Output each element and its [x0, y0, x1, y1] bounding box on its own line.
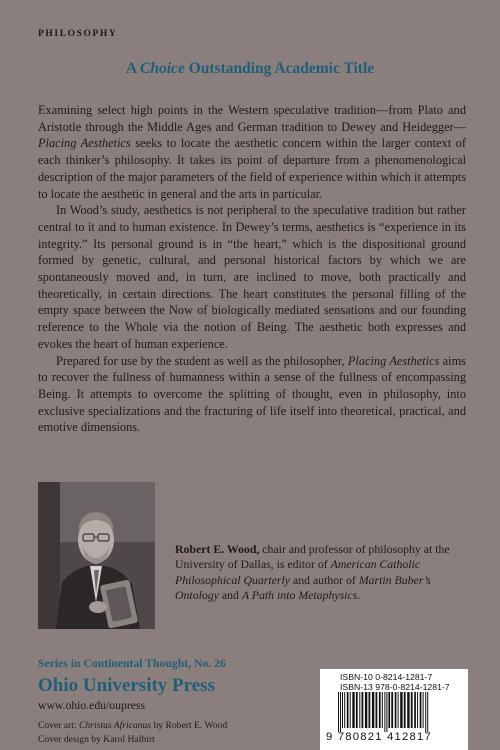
text-run: aims to recover the fullness of humanness within a sense of the fullness of encompassing Being. It attempts to overcome the splitting of thought, even in philosophy, into exclusive specializations and the fracturing of life itself into theoretical, practical, and emotive dimensions. [38, 353, 466, 435]
barcode-bar [362, 692, 364, 728]
text-run: Prepared for use by the student as well as the philosopher, [56, 353, 348, 368]
barcode-bar [338, 692, 339, 732]
barcode-image [338, 692, 456, 732]
barcode-bar [417, 692, 418, 728]
barcode-bar [352, 692, 354, 728]
cover-art-credit [38, 720, 227, 731]
barcode-bar [400, 692, 402, 728]
barcode-bar [342, 692, 343, 728]
barcode-bar [344, 692, 345, 728]
barcode-bar [382, 692, 383, 728]
barcode-bar [398, 692, 399, 728]
text-run: Cover art: [38, 720, 80, 731]
barcode-bar [386, 692, 387, 732]
text-run: chair and professor of philosophy at the University of Dallas, is editor of [175, 542, 450, 572]
barcode-bar [388, 692, 390, 728]
author-photo [38, 482, 155, 629]
text-run: Placing Aesthetics [347, 353, 440, 368]
description-paragraph [38, 202, 466, 352]
barcode-bar [359, 692, 360, 728]
author-bio [175, 542, 467, 603]
award-heading: A Choice Outstanding Academic Title [125, 60, 375, 77]
barcode-bar [391, 692, 393, 728]
publisher-url[interactable]: www.ohio.edu/oupress [38, 699, 146, 712]
barcode-bar [379, 692, 381, 728]
barcode-bar [365, 692, 367, 728]
text-run: In Wood’s study, aesthetics is not peripheral to the speculative tradition but rather central to it and to human existence. In Dewey’s terms, aesthetics is “experience in its integrity.” Its personal ground is in “the heart,” which is the dispositional ground formed by genetic, cultural, and personal historical factors by which we are spontaneously moved and, in turn, are inclined to move, both practically and theoretically, in certain directions. The heart constitutes the personal filling of the empty space between the Now of biologically mediated sensations and our founding reference to the Whole via the notion of Being. The aesthetic both expresses and evokes the heart of human experience. [38, 203, 466, 351]
text-run: American Catholic Philosophical Quarterly [175, 557, 421, 587]
text-run: . [357, 587, 361, 602]
isbn-13: ISBN-13 978-0-8214-1281-7 [340, 682, 450, 692]
text-run: and [218, 587, 242, 602]
description-paragraph [38, 353, 466, 437]
barcode-bar [340, 692, 341, 732]
barcode-bar [376, 692, 378, 728]
category-label: PHILOSOPHY [38, 29, 118, 39]
barcode-bar [350, 692, 351, 728]
text-run: A Path into Metaphysics [241, 587, 358, 602]
barcode-bar [420, 692, 422, 728]
barcode-bar [407, 692, 409, 728]
barcode-bar [411, 692, 413, 728]
series-title: Series in Continental Thought, No. 26 [38, 657, 226, 670]
barcode-bar [372, 692, 374, 728]
barcode-bar [425, 692, 426, 732]
book-description [38, 102, 466, 436]
barcode-bar [347, 692, 349, 728]
text-run: Examining select high points in the Western speculative tradition—from Plato and Aristotle through the Middle Ages and German tradition to Dewey and Heidegger— [38, 103, 466, 134]
barcode-bar [395, 692, 397, 728]
isbn-10: ISBN-10 0-8214-1281-7 [340, 672, 433, 682]
barcode-bar [356, 692, 358, 728]
text-run: seeks to locate the aesthetic concern within the larger context of each thinker’s philosophy. It takes its point of departure from a phenomenological description of the major parameters of the field of experience within which it attempts to locate the aesthetic in general and the arts in particular. [38, 136, 466, 201]
barcode-bar [427, 692, 428, 732]
barcode-bar [423, 692, 424, 728]
publisher-name: Ohio University Press [38, 675, 215, 696]
text-run: Christus Africanus [79, 720, 152, 731]
text-run: Martin Buber’s Ontology [175, 572, 431, 602]
text-run: Placing Aesthetics [38, 136, 131, 151]
barcode-bar [369, 692, 371, 728]
text-run: and author of [290, 572, 359, 587]
barcode-bar [414, 692, 416, 728]
text-run: by Robert E. Wood [151, 720, 228, 731]
barcode-panel [320, 669, 468, 750]
barcode-bar [404, 692, 406, 728]
description-paragraph [38, 102, 466, 202]
barcode-bar [384, 692, 385, 732]
cover-design-credit: Cover design by Karol Halbirt [38, 734, 155, 745]
barcode-digits: 9 780821 412817 [326, 731, 432, 743]
text-run: Robert E. Wood, [175, 542, 260, 556]
